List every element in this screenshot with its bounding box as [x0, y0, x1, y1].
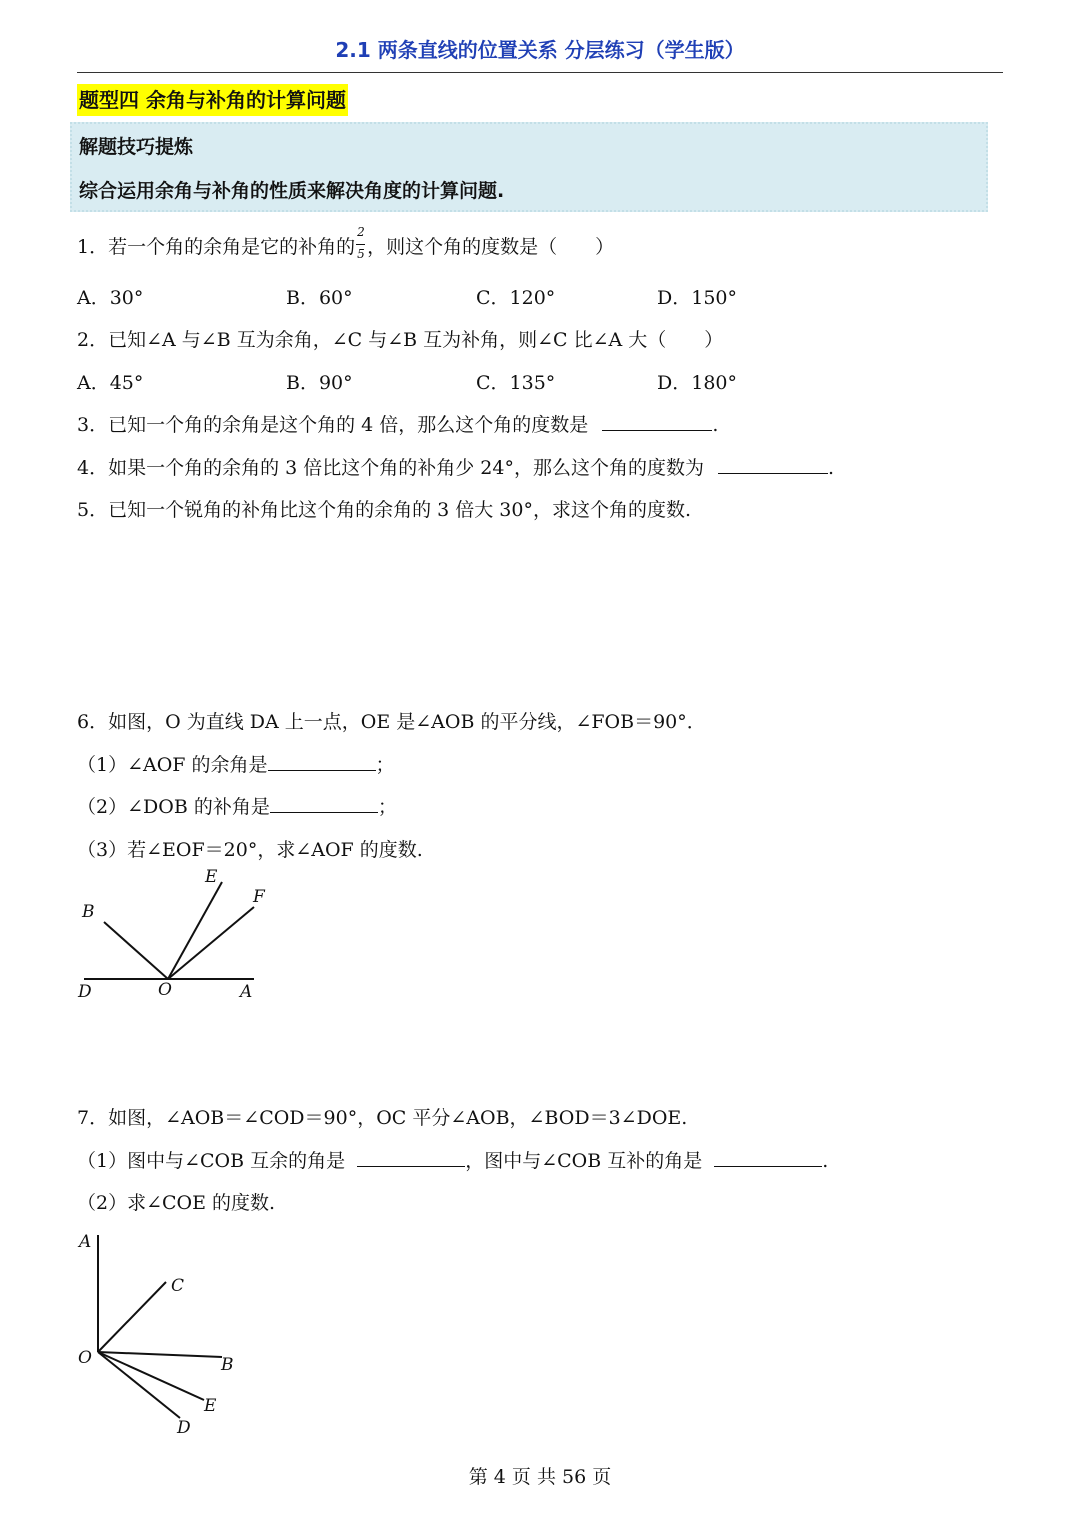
label-b: B — [221, 1355, 234, 1375]
ray-od — [98, 1352, 180, 1418]
answer-blank[interactable] — [714, 1148, 822, 1167]
answer-blank[interactable] — [268, 752, 376, 771]
label-e: E — [205, 867, 218, 887]
answer-blank[interactable] — [718, 455, 828, 474]
label-f: F — [253, 887, 265, 907]
q7-angle-figure — [70, 1225, 250, 1440]
q7-part1-b: ，图中与∠COB 互补的角是 — [465, 1150, 703, 1172]
q7-part1-a: （1）图中与∠COB 互余的角是 — [77, 1150, 346, 1172]
q6-angle-figure — [70, 862, 280, 1007]
fraction-numerator: 2 — [357, 225, 365, 239]
question-7-part-1 — [77, 1146, 828, 1173]
question-6-part-1 — [77, 750, 395, 777]
question-3 — [77, 410, 718, 437]
q1-option-b: B．60° — [286, 287, 353, 309]
question-2: 2．已知∠A 与∠B 互为余角，∠C 与∠B 互为补角，则∠C 比∠A 大（ ） — [77, 329, 724, 351]
header-rule — [77, 72, 1003, 73]
question-3-text: 3．已知一个角的余角是这个角的 4 倍，那么这个角的度数是 — [77, 414, 589, 436]
q2-option-c: C．135° — [476, 372, 556, 394]
q1-option-a: A．30° — [77, 287, 144, 309]
page-header-title: 2.1 两条直线的位置关系 分层练习（学生版） — [335, 38, 745, 62]
q6-part2-text: （2）∠DOB 的补角是 — [77, 796, 270, 818]
ray-of — [168, 907, 254, 979]
label-a: A — [79, 1232, 92, 1252]
question-4 — [77, 453, 834, 480]
question-6-part-2 — [77, 792, 397, 819]
q6-part2-end: ； — [377, 796, 397, 818]
q1-option-d: D．150° — [657, 287, 737, 309]
question-6-part-3: （3）若∠EOF＝20°，求∠AOF 的度数. — [77, 839, 423, 861]
ray-oc — [98, 1282, 166, 1352]
label-b: B — [82, 902, 95, 922]
label-d: D — [177, 1418, 191, 1438]
question-4-end: . — [828, 457, 835, 479]
question-5: 5．已知一个锐角的补角比这个角的余角的 3 倍大 30°，求这个角的度数. — [77, 499, 692, 521]
q1-option-c: C．120° — [476, 287, 556, 309]
tip-text: 综合运用余角与补角的性质来解决角度的计算问题. — [79, 180, 505, 202]
q6-part1-text: （1）∠AOF 的余角是 — [77, 754, 268, 776]
fraction-bar — [356, 244, 365, 245]
section-heading: 题型四 余角与补角的计算问题 — [77, 84, 348, 116]
question-7-stem: 7．如图，∠AOB＝∠COD＝90°，OC 平分∠AOB，∠BOD＝3∠DOE. — [77, 1107, 688, 1129]
ray-oe — [98, 1352, 204, 1400]
question-1-text-before: 1．若一个角的余角是它的补角的 — [77, 236, 356, 258]
label-a: A — [240, 982, 253, 1002]
q7-part1-end: . — [822, 1150, 829, 1172]
q6-part1-end: ； — [375, 754, 395, 776]
q2-option-d: D．180° — [657, 372, 737, 394]
label-c: C — [171, 1276, 185, 1296]
answer-blank[interactable] — [270, 794, 378, 813]
question-1-text-after: ，则这个角的度数是（ ） — [367, 236, 615, 258]
answer-blank[interactable] — [357, 1148, 465, 1167]
question-1 — [77, 225, 615, 261]
page-footer: 第 4 页 共 56 页 — [468, 1466, 612, 1488]
tip-title: 解题技巧提炼 — [79, 136, 194, 158]
ray-ob — [98, 1352, 222, 1357]
label-e: E — [204, 1396, 217, 1416]
question-3-end: . — [712, 414, 719, 436]
question-6-stem: 6．如图，O 为直线 DA 上一点，OE 是∠AOB 的平分线，∠FOB＝90°． — [77, 711, 706, 733]
answer-blank[interactable] — [602, 412, 712, 431]
label-o: O — [158, 980, 172, 1000]
question-4-text: 4．如果一个角的余角的 3 倍比这个角的补角少 24°，那么这个角的度数为 — [77, 457, 704, 479]
q2-option-b: B．90° — [286, 372, 353, 394]
fraction-two-fifths — [355, 225, 367, 261]
question-7-part-2: （2）求∠COE 的度数. — [77, 1192, 276, 1214]
label-d: D — [78, 982, 92, 1002]
label-o: O — [78, 1348, 92, 1368]
ray-oe — [168, 882, 222, 979]
fraction-denominator: 5 — [357, 247, 365, 261]
q2-option-a: A．45° — [77, 372, 144, 394]
ray-ob — [104, 922, 168, 979]
